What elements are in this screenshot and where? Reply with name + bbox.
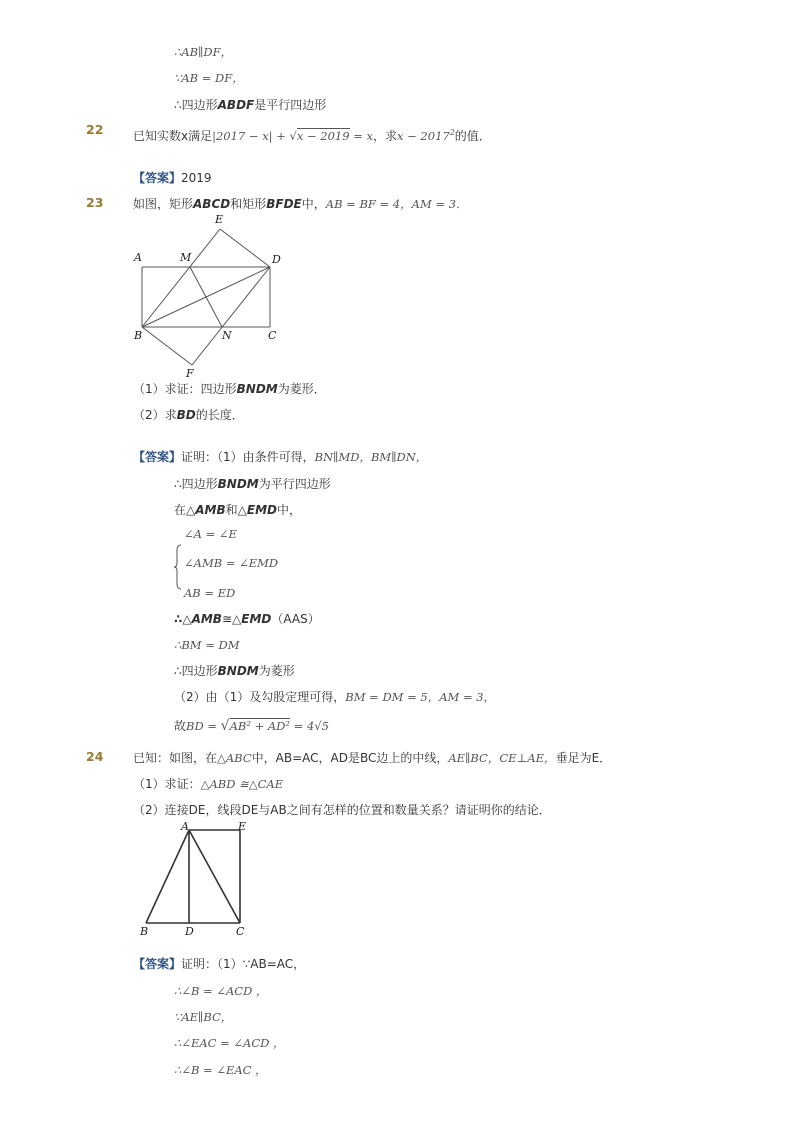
q23-a8-rhs: = 4√5	[290, 719, 329, 733]
sqrt-icon: √	[220, 718, 230, 734]
q24-stem-triangle: △ABC	[217, 751, 252, 765]
q23-p2-pre: （2）求	[133, 408, 177, 422]
label-C: C	[268, 329, 277, 342]
label-D: D	[185, 925, 194, 938]
q22-expr3: x − 2017	[397, 129, 450, 143]
q22-expr1: |2017 − x| + √	[212, 129, 297, 143]
prev-line-1: ∴AB∥DF，	[174, 45, 233, 59]
q23-a7-math: BM = DM = 5，AM = 3，	[345, 690, 496, 704]
prev-line-3-shape: ABDF	[217, 98, 255, 112]
q23-a2-pre: ∴四边形	[174, 477, 218, 491]
q22-radicand: x − 2019	[296, 129, 350, 143]
prev-line-3-post: 是平行四边形	[254, 98, 327, 112]
q23-rect-2: BFDE	[266, 197, 302, 211]
q23-a4-post: （AAS）	[271, 612, 320, 626]
q22-stem-mid: ，求	[372, 129, 397, 143]
q23-a6-shape: BNDM	[217, 664, 259, 678]
q23-a4-congruent: ≅	[221, 612, 233, 626]
q24-stem-mid: 中，AB=AC，AD是BC边上的中线，	[251, 751, 449, 765]
q23-stem-pre: 如图，矩形	[133, 197, 194, 211]
q23-a8-radicand: AB² + AD²	[229, 719, 291, 733]
q22-stem-post: 的值．	[454, 129, 491, 143]
q23-a3-mid: 和	[225, 503, 238, 517]
q24-a1: 证明：（1）∵AB=AC，	[181, 957, 306, 971]
q22-answer-value: 2019	[181, 171, 212, 185]
q23-a1-pre: 证明：（1）由条件可得，	[181, 450, 315, 464]
q23-brace-line-3: AB = ED	[184, 586, 236, 600]
answer-tag: 【答案】	[133, 171, 182, 185]
label-A: A	[181, 820, 189, 833]
q23-p1-post: 为菱形．	[277, 382, 326, 396]
q24-answer-line-4: ∴∠EAC = ∠ACD ，	[174, 1036, 285, 1050]
q24-stem-post: 垂足为E．	[555, 751, 612, 765]
label-C: C	[236, 925, 245, 938]
q24-p1-pre: （1）求证：	[133, 777, 201, 791]
prev-line-2: ∵AB = DF，	[174, 71, 244, 85]
q23-p1-shape: BNDM	[236, 382, 278, 396]
q24-answer-line-2: ∴∠B = ∠ACD ，	[174, 984, 268, 998]
q23-stem-math: AB = BF = 4，AM = 3．	[325, 197, 468, 211]
label-N: N	[222, 329, 232, 342]
q23-a3-post: 中，	[276, 503, 301, 517]
q23-a8-pre: 故	[174, 719, 187, 733]
q24-answer-line-1	[133, 956, 305, 972]
label-B: B	[134, 329, 143, 342]
prev-line-3-pre: ∴四边形	[174, 98, 218, 112]
label-E: E	[215, 213, 224, 226]
answer-tag: 【答案】	[133, 450, 182, 464]
q23-a3-pre: 在	[174, 503, 187, 517]
q23-brace-line-2: ∠AMB = ∠EMD	[184, 556, 279, 570]
q23-a7-pre: （2）由（1）及勾股定理可得，	[174, 690, 346, 704]
q23-a4-triangle-2: △EMD	[232, 612, 272, 626]
q24-p1-math: △ABD ≅△CAE	[200, 777, 284, 791]
q23-stem-zh: 中，	[301, 197, 326, 211]
q23-rect-1: ABCD	[193, 197, 231, 211]
q23-a8-lhs: BD =	[186, 719, 221, 733]
question-number-22: 22	[86, 122, 104, 137]
label-F: F	[186, 367, 194, 380]
label-D: D	[272, 253, 281, 266]
q23-a3-triangle-2: △EMD	[237, 503, 277, 517]
q24-answer-line-3: ∵AE∥BC，	[174, 1010, 233, 1024]
q23-a1-math: BN∥MD，BM∥DN，	[314, 450, 428, 464]
label-B: B	[140, 925, 149, 938]
q23-answer-line-5: ∴BM = DM	[174, 638, 240, 652]
q23-brace-line-1: ∠A = ∠E	[184, 527, 237, 541]
segment-AB	[146, 830, 189, 923]
label-A: A	[134, 251, 142, 264]
q24-stem-math: AE∥BC，CE⊥AE，	[448, 751, 556, 765]
q23-p2-post: 的长度．	[195, 408, 244, 422]
q23-stem-mid: 和矩形	[230, 197, 267, 211]
q23-a6-pre: ∴四边形	[174, 664, 218, 678]
q24-stem-pre: 已知：如图，在	[133, 751, 218, 765]
question-number-24: 24	[86, 749, 104, 764]
q23-p1-pre: （1）求证：四边形	[133, 382, 237, 396]
q23-a6-post: 为菱形	[258, 664, 295, 678]
label-E: E	[238, 820, 247, 833]
question-number-23: 23	[86, 195, 104, 210]
q23-a3-triangle-1: △AMB	[186, 503, 226, 517]
q22-exponent: 2	[449, 128, 455, 137]
q24-part-2: （2）连接DE，线段DE与AB之间有怎样的位置和数量关系？请证明你的结论．	[133, 803, 551, 817]
q24-answer-line-5: ∴∠B = ∠EAC ，	[174, 1063, 267, 1077]
q23-a2-shape: BNDM	[217, 477, 259, 491]
segment-AC	[189, 830, 240, 923]
label-M: M	[180, 251, 192, 264]
q23-p2-seg: BD	[176, 408, 196, 422]
q23-a2-post: 为平行四边形	[258, 477, 331, 491]
answer-tag: 【答案】	[133, 957, 182, 971]
q22-stem-pre: 已知实数x满足	[133, 129, 213, 143]
q23-a4-triangle-1: ∴△AMB	[174, 612, 222, 626]
q22-expr2: = x	[349, 129, 373, 143]
